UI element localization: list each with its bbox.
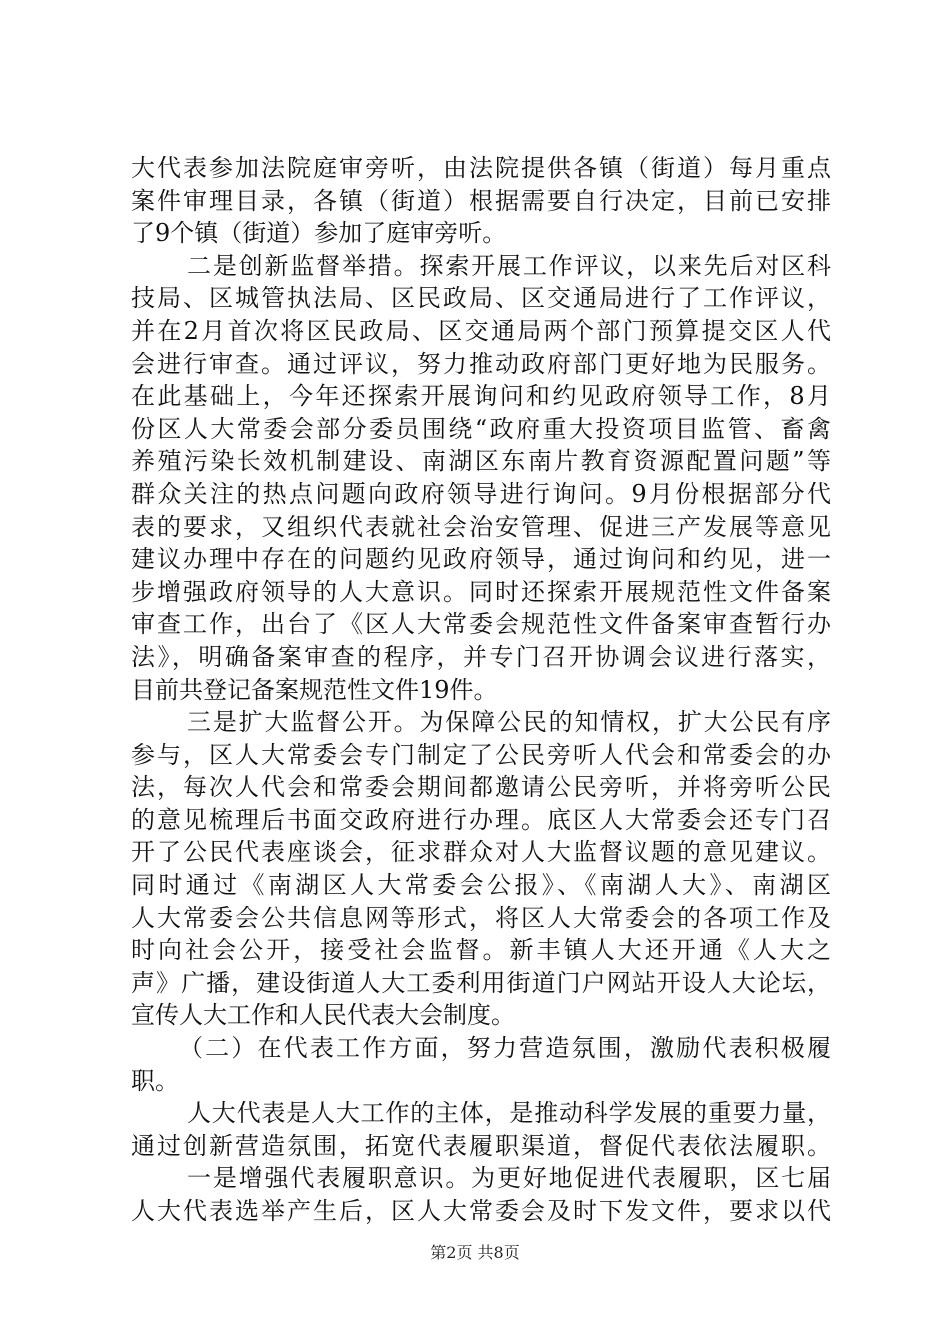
page-number: 第2页 共8页 <box>430 1243 520 1262</box>
text-line: 同时通过《南湖区人大常委会公报》、《南湖人大》、南湖区 <box>131 871 831 900</box>
document-body <box>131 152 831 1228</box>
text-line: 养殖污染长效机制建设、南湖区东南片教育资源配置问题”等 <box>131 447 831 476</box>
text-line: 目前共登记备案规范性文件19件。 <box>131 675 498 704</box>
text-line: 声》广播，建设街道人大工委利用街道门户网站开设人大论坛， <box>131 968 831 997</box>
text-line: 一是增强代表履职意识。为更好地促进代表履职，区七届 <box>187 1164 831 1193</box>
text-line: 审查工作，出台了《区人大常委会规范性文件备案审查暂行办 <box>131 610 831 639</box>
text-line: 法，每次人代会和常委会期间都邀请公民旁听，并将旁听公民 <box>131 773 831 802</box>
text-line: 技局、区城管执法局、区民政局、区交通局进行了工作评议， <box>131 284 831 313</box>
text-line: 了9个镇（街道）参加了庭审旁听。 <box>131 219 507 248</box>
text-line: 宣传人大工作和人民代表大会制度。 <box>131 1001 515 1030</box>
text-line: 群众关注的热点问题向政府领导进行询问。9月份根据部分代 <box>131 479 831 508</box>
text-line: 法》，明确备案审查的程序，并专门召开协调会议进行落实， <box>131 642 831 671</box>
text-line: 并在2月首次将区民政局、区交通局两个部门预算提交区人代 <box>131 316 831 345</box>
text-line: 表的要求，又组织代表就社会治安管理、促进三产发展等意见 <box>131 512 831 541</box>
text-line: 份区人大常委会部分委员围绕“政府重大投资项目监管、畜禽 <box>131 414 831 443</box>
page-footer <box>0 1242 950 1264</box>
text-line: 人大代表选举产生后，区人大常委会及时下发文件，要求以代 <box>131 1197 831 1225</box>
text-line: 在此基础上，今年还探索开展询问和约见政府领导工作，8月 <box>131 382 831 411</box>
text-line: 大代表参加法院庭审旁听，由法院提供各镇（街道）每月重点 <box>131 154 831 182</box>
text-line: 步增强政府领导的人大意识。同时还探索开展规范性文件备案 <box>131 577 831 606</box>
text-line: 通过创新营造氛围，拓宽代表履职渠道，督促代表依法履职。 <box>131 1131 831 1160</box>
text-line: 三是扩大监督公开。为保障公民的知情权，扩大公民有序 <box>187 708 831 737</box>
text-line: 的意见梳理后书面交政府进行办理。底区人大常委会还专门召 <box>131 805 831 834</box>
text-line: 二是创新监督举措。探索开展工作评议，以来先后对区科 <box>187 251 831 280</box>
text-line: 时向社会公开，接受社会监督。新丰镇人大还开通《人大之 <box>131 936 831 965</box>
text-line: 开了公民代表座谈会，征求群众对人大监督议题的意见建议。 <box>131 838 831 867</box>
section-heading: 职。 <box>131 1066 179 1095</box>
section-heading: （二）在代表工作方面，努力营造氛围，激励代表积极履 <box>179 1034 831 1063</box>
text-line: 建议办理中存在的问题约见政府领导，通过询问和约见，进一 <box>131 545 831 574</box>
text-line: 人大代表是人大工作的主体，是推动科学发展的重要力量， <box>187 1099 831 1128</box>
text-line: 人大常委会公共信息网等形式，将区人大常委会的各项工作及 <box>131 903 831 932</box>
text-line: 案件审理目录，各镇（街道）根据需要自行决定，目前已安排 <box>131 186 831 215</box>
text-line: 参与，区人大常委会专门制定了公民旁听人代会和常委会的办 <box>131 740 831 769</box>
text-line: 会进行审查。通过评议，努力推动政府部门更好地为民服务。 <box>131 349 831 378</box>
